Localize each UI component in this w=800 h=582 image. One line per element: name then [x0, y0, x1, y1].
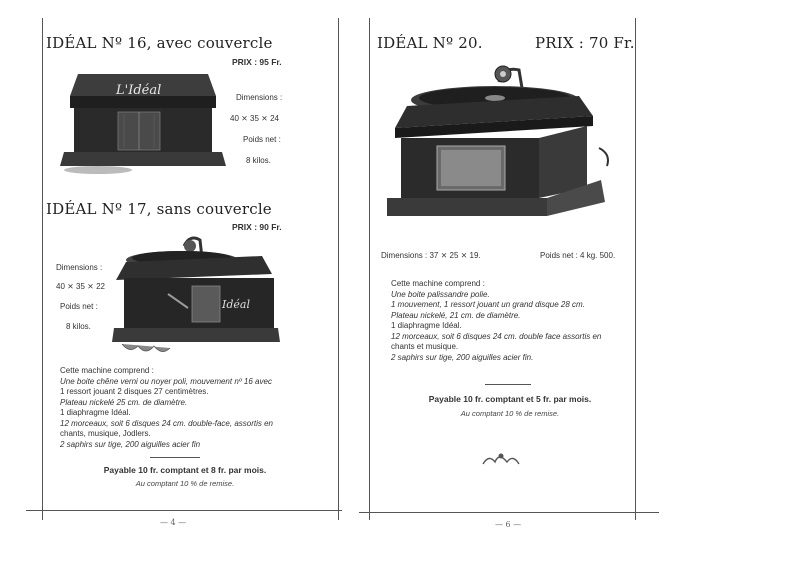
left-description-line: chants, musique, Jodlers. [60, 429, 151, 438]
left-description-line: 12 morceaux, soit 6 disques 24 cm. double-face, assortis en [60, 418, 273, 428]
left-description-intro: Cette machine comprend : [60, 366, 154, 375]
ideal17-dim-label: Dimensions : [56, 263, 103, 272]
ideal16-dim-label: Dimensions : [236, 93, 283, 102]
ideal20-dimensions: Dimensions : 37 ⨯ 25 ⨯ 19. [381, 251, 481, 260]
left-description-line: 1 ressort jouant 2 disques 27 centimètres. [60, 387, 209, 396]
left-cash-discount: Au comptant 10 % de remise. [135, 479, 235, 488]
bottom-rule [26, 510, 342, 511]
ideal20-weight: Poids net : 4 kg. 500. [540, 251, 616, 260]
ideal16-weight-label: Poids net : [243, 135, 281, 144]
left-description-line: 1 diaphragme Idéal. [60, 408, 131, 417]
ideal17-gramophone-illustration [112, 232, 282, 360]
left-separator-rule [150, 457, 200, 458]
right-catalog-page [345, 0, 800, 582]
left-description-line: 2 saphirs sur tige, 200 aiguilles acier fin [60, 439, 201, 449]
right-description-intro: Cette machine comprend : [391, 279, 485, 288]
right-description-block [391, 279, 601, 363]
left-payment-terms: Payable 10 fr. comptant et 8 fr. par mois. [103, 465, 267, 475]
right-cash-discount: Au comptant 10 % de remise. [460, 409, 560, 418]
right-description-line: 1 diaphragme Idéal. [391, 321, 462, 330]
ideal17-side-logo: Idéal [222, 298, 250, 311]
right-separator-rule [485, 384, 531, 385]
right-description-line: Une boite palissandre polie. [391, 289, 490, 299]
ideal16-price: PRIX : 95 Fr. [232, 57, 282, 67]
right-payment-terms: Payable 10 fr. comptant et 5 fr. par mois. [428, 394, 592, 404]
right-border-line [635, 18, 636, 520]
ideal20-gramophone-illustration [379, 56, 619, 246]
ideal16-dim-value: 40 ⨯ 35 ⨯ 24 [230, 114, 279, 123]
left-border-line [42, 18, 43, 520]
left-page-number: — 4 — [160, 518, 187, 527]
ideal17-title: IDÉAL Nº 17, sans couvercle [46, 200, 272, 218]
left-border-line [369, 18, 370, 520]
ideal16-lid-logo: L'Idéal [116, 83, 162, 98]
left-description-block [60, 366, 273, 450]
right-description-line: 12 morceaux, soit 6 disques 24 cm. double face assortis en [391, 331, 602, 341]
ideal20-price: PRIX : 70 Fr. [535, 34, 635, 52]
ideal16-gramophone-illustration [58, 66, 228, 178]
ideal16-weight-value: 8 kilos. [246, 156, 271, 165]
left-description-line: Plateau nickelé 25 cm. de diamètre. [60, 397, 188, 407]
ideal20-title: IDÉAL Nº 20. [377, 34, 483, 52]
ideal17-weight-value: 8 kilos. [66, 322, 91, 331]
ideal16-title: IDÉAL Nº 16, avec couvercle [46, 34, 273, 52]
right-page-number: — 6 — [495, 520, 522, 529]
ideal17-price: PRIX : 90 Fr. [232, 222, 282, 232]
ideal17-dim-value: 40 ⨯ 35 ⨯ 22 [56, 282, 105, 291]
bottom-rule [359, 512, 659, 513]
left-catalog-page [0, 0, 345, 582]
right-description-line: 2 saphirs sur tige, 200 aiguilles acier fin. [391, 352, 534, 362]
left-description-line: Une boite chêne verni ou noyer poli, mouvement nº 16 avec [60, 376, 272, 386]
right-description-line: chants et musique. [391, 342, 459, 351]
ideal17-weight-label: Poids net : [60, 302, 98, 311]
right-border-line [338, 18, 339, 520]
right-description-line: 1 mouvement, 1 ressort jouant un grand disque 28 cm. [391, 300, 585, 309]
decorative-vignette [481, 450, 521, 468]
right-description-line: Plateau nickelé, 21 cm. de diamètre. [391, 310, 521, 320]
